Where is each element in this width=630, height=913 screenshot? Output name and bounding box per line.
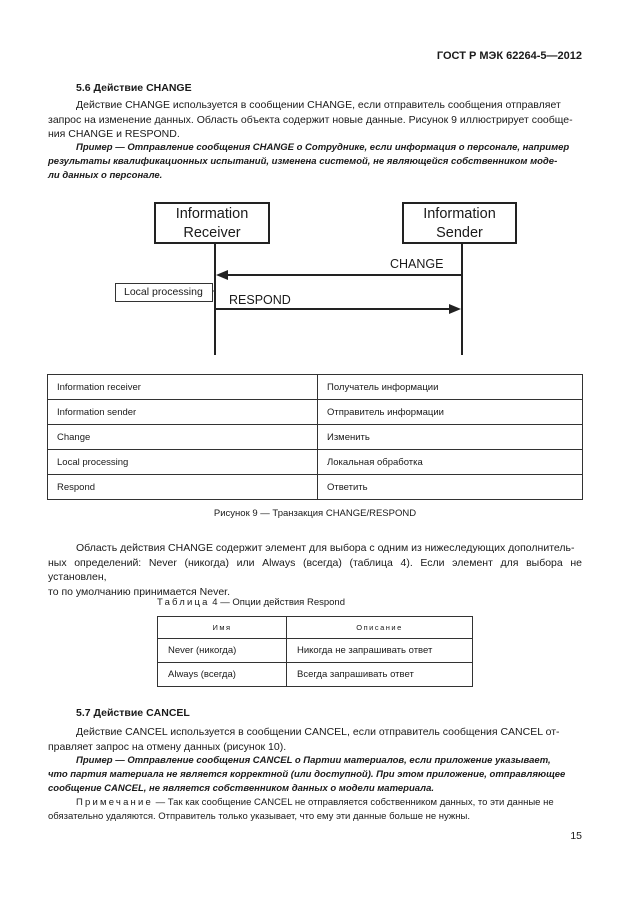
- table-row: [48, 475, 583, 500]
- paragraph-line: ния CHANGE и RESPOND.: [48, 128, 180, 140]
- sender-label-line: Information: [423, 206, 496, 222]
- option-name: Always (всегда): [158, 663, 287, 687]
- example-line: ли данных о персонале.: [48, 170, 163, 181]
- local-processing-box: Local processing: [115, 283, 213, 302]
- paragraph-line: ных определений: Never (никогда) или Always (всегда) (таблица 4). Если элемент для выбора не установлен,: [48, 556, 582, 583]
- sender-label-line: Sender: [436, 225, 483, 241]
- receiver-label-line: Receiver: [183, 225, 241, 241]
- option-name: Never (никогда): [158, 639, 287, 663]
- example-cancel: [48, 754, 582, 796]
- figure-caption: Рисунок 9 — Транзакция CHANGE/RESPOND: [213, 508, 417, 519]
- table-row: [48, 400, 583, 425]
- table-4-caption: [157, 597, 345, 608]
- example-line: Пример — Отправление сообщения CANCEL о Партии материалов, если приложение указывает,: [76, 755, 551, 766]
- paragraph-line: Действие CHANGE используется в сообщении CHANGE, если отправитель сообщения отправляет: [76, 99, 561, 111]
- respond-message-label: RESPOND: [229, 293, 291, 307]
- paragraph-line: Область действия CHANGE содержит элемент для выбора с одним из нижеследующих дополнитель-: [76, 542, 575, 554]
- change-arrow-head: [216, 270, 228, 280]
- example-line: что партия материала не является корректной (или доступной). При этом приложение, отправляющее: [48, 769, 566, 780]
- legend-term: Local processing: [48, 450, 318, 475]
- legend-translation: Изменить: [318, 425, 583, 450]
- respond-arrow-head: [449, 304, 461, 314]
- option-description: Всегда запрашивать ответ: [287, 663, 473, 687]
- page-number: 15: [570, 830, 582, 842]
- receiver-label-line: Information: [175, 206, 249, 222]
- change-message-label: CHANGE: [390, 257, 444, 271]
- table-row: [48, 450, 583, 475]
- note-text: — Так как сообщение CANCEL не отправляется собственником данных, то эти данные не: [153, 797, 554, 808]
- paragraph-line: Действие CANCEL используется в сообщении CANCEL, если отправитель сообщения CANCEL от-: [76, 726, 560, 738]
- note-label: Примечание: [76, 797, 153, 808]
- table-4: [157, 616, 473, 687]
- example-line: Пример — Отправление сообщения CHANGE о Сотруднике, если информация о персонале, например: [76, 142, 570, 153]
- paragraph-change-scope: [48, 541, 582, 599]
- paragraph-line: то по умолчанию принимается Never.: [48, 585, 231, 598]
- legend-table: [47, 374, 583, 500]
- column-header-description: Описание: [287, 617, 473, 639]
- paragraph-line: правляет запрос на отмену данных (рисунок 10).: [48, 740, 287, 753]
- legend-term: Change: [48, 425, 318, 450]
- option-description: Никогда не запрашивать ответ: [287, 639, 473, 663]
- section-5-7-paragraph: [48, 725, 582, 754]
- table-row: [158, 663, 473, 687]
- legend-term: Information sender: [48, 400, 318, 425]
- legend-translation: Локальная обработка: [318, 450, 583, 475]
- table-header-row: [158, 617, 473, 639]
- section-heading-5-6: 5.6 Действие CHANGE: [76, 82, 192, 94]
- legend-translation: Получатель информации: [318, 375, 583, 400]
- example-line: результаты квалификационных испытаний, изменена системой, не являющейся собственником моде-: [48, 156, 558, 167]
- legend-translation: Отправитель информации: [318, 400, 583, 425]
- example-line: сообщение CANCEL, не является собственником данных о модели материала.: [48, 783, 435, 794]
- paragraph-line: запрос на изменение данных. Область объекта содержит новые данные. Рисунок 9 иллюстрирует сообще-: [48, 113, 573, 126]
- message-arrows: [0, 0, 630, 400]
- note-cancel: [48, 796, 582, 824]
- legend-term: Information receiver: [48, 375, 318, 400]
- legend-term: Respond: [48, 475, 318, 500]
- table-caption-text: 4 — Опции действия Respond: [209, 597, 345, 608]
- table-row: [48, 375, 583, 400]
- column-header-name: Имя: [158, 617, 287, 639]
- table-row: [48, 425, 583, 450]
- note-line: обязательно удаляются. Отправитель только указывает, что ему эти данные больше не нужны.: [48, 811, 470, 822]
- table-caption-label: Таблица: [157, 597, 210, 608]
- section-heading-5-7: 5.7 Действие CANCEL: [76, 707, 190, 719]
- legend-translation: Ответить: [318, 475, 583, 500]
- document-header: ГОСТ Р МЭК 62264-5—2012: [436, 50, 582, 62]
- table-row: [158, 639, 473, 663]
